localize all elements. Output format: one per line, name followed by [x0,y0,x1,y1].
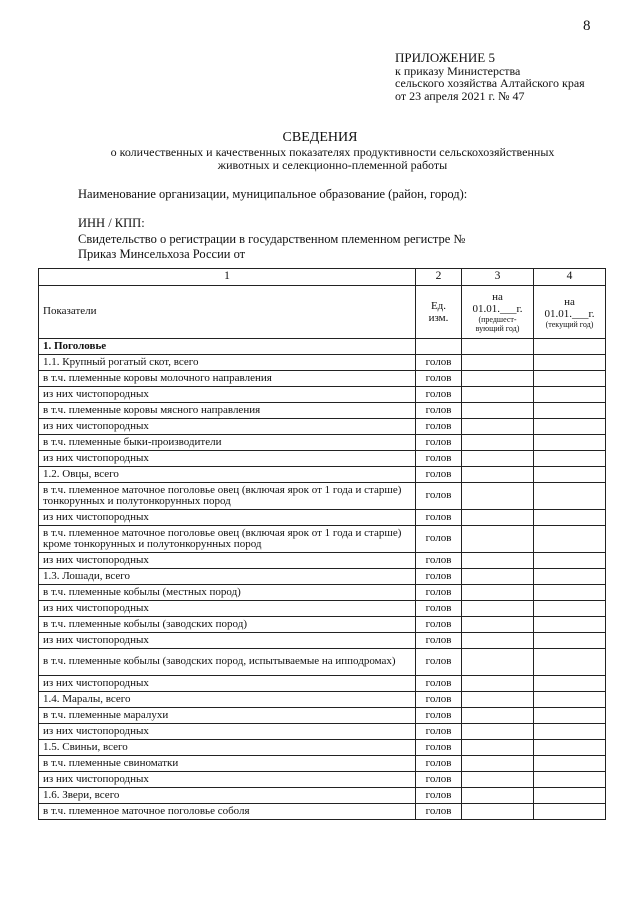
current-year-value-cell[interactable] [534,756,606,772]
previous-year-value-cell[interactable] [462,387,534,403]
previous-year-value-cell[interactable] [462,483,534,510]
current-year-value-cell[interactable] [534,740,606,756]
document-title: СВЕДЕНИЯ [282,130,358,145]
indicator-label: в т.ч. племенные кобылы (заводских пород) [39,617,416,633]
table-row [39,788,606,804]
table-row [39,676,606,692]
unit-cell: голов [416,724,462,740]
indicator-label: 1.4. Маралы, всего [39,692,416,708]
current-year-value-cell[interactable] [534,585,606,601]
current-year-value-cell[interactable] [534,419,606,435]
unit-cell: голов [416,617,462,633]
empty-cell [462,339,534,355]
indicator-label: в т.ч. племенные коровы молочного направления [39,371,416,387]
unit-cell: голов [416,467,462,483]
table-row [39,355,606,371]
unit-cell: голов [416,435,462,451]
unit-cell: голов [416,756,462,772]
header-indicator: Показатели [39,286,416,339]
unit-cell: голов [416,526,462,553]
empty-cell [534,339,606,355]
previous-year-value-cell[interactable] [462,649,534,676]
header-unit-line: Ед. [430,300,447,312]
table-row [39,724,606,740]
unit-cell: голов [416,510,462,526]
current-year-value-cell[interactable] [534,617,606,633]
previous-year-value-cell[interactable] [462,355,534,371]
inn-kpp-field: ИНН / КПП: [78,216,145,230]
appendix-title: ПРИЛОЖЕНИЕ 5 [395,50,495,65]
table-row [39,510,606,526]
current-year-value-cell[interactable] [534,601,606,617]
current-year-value-cell[interactable] [534,804,606,820]
indicators-table [38,268,606,820]
current-year-value-cell[interactable] [534,526,606,553]
header-date-line: 01.01.___г. [472,303,523,315]
previous-year-value-cell[interactable] [462,553,534,569]
current-year-value-cell[interactable] [534,371,606,387]
table-row [39,403,606,419]
previous-year-value-cell[interactable] [462,676,534,692]
previous-year-value-cell[interactable] [462,451,534,467]
table-row [39,371,606,387]
previous-year-value-cell[interactable] [462,617,534,633]
unit-cell: голов [416,451,462,467]
unit-cell: голов [416,649,462,676]
previous-year-value-cell[interactable] [462,708,534,724]
current-year-value-cell[interactable] [534,649,606,676]
current-year-value-cell[interactable] [534,510,606,526]
unit-cell: голов [416,569,462,585]
unit-cell: голов [416,483,462,510]
previous-year-value-cell[interactable] [462,756,534,772]
header-note: (предшест- [478,315,517,324]
unit-cell: голов [416,387,462,403]
unit-cell: голов [416,601,462,617]
indicator-label: в т.ч. племенные кобылы (заводских пород, испытываемые на ипподромах) [39,649,416,676]
unit-cell: голов [416,371,462,387]
table-row [39,585,606,601]
current-year-value-cell[interactable] [534,569,606,585]
previous-year-value-cell[interactable] [462,740,534,756]
current-year-value-cell[interactable] [534,483,606,510]
indicator-label: из них чистопородных [39,451,416,467]
table-row [39,483,606,510]
table-row [39,451,606,467]
table-row [39,419,606,435]
empty-cell [416,339,462,355]
table-row [39,649,606,676]
current-year-value-cell[interactable] [534,788,606,804]
current-year-value-cell[interactable] [534,355,606,371]
table-row [39,772,606,788]
previous-year-value-cell[interactable] [462,692,534,708]
indicator-label: в т.ч. племенные кобылы (местных пород) [39,585,416,601]
unit-cell: голов [416,585,462,601]
indicator-label: из них чистопородных [39,633,416,649]
indicator-label: в т.ч. племенные маралухи [39,708,416,724]
subtitle-line: о количественных и качественных показателях продуктивности сельскохозяйственных [110,145,555,159]
unit-cell: голов [416,692,462,708]
table-row [39,633,606,649]
unit-cell: голов [416,788,462,804]
previous-year-value-cell[interactable] [462,419,534,435]
previous-year-value-cell[interactable] [462,772,534,788]
table-row [39,569,606,585]
previous-year-value-cell[interactable] [462,788,534,804]
table-row [39,804,606,820]
header-unit-line: изм. [428,312,449,324]
appendix-line: от 23 апреля 2021 г. № 47 [395,88,525,103]
unit-cell: голов [416,419,462,435]
current-year-value-cell[interactable] [534,633,606,649]
table-row [39,740,606,756]
certificate-field: Свидетельство о регистрации в государственном племенном регистре № [78,232,466,246]
unit-cell: голов [416,355,462,371]
unit-cell: голов [416,403,462,419]
column-number: 2 [416,269,462,286]
section-title: 1. Поголовье [39,339,416,355]
indicator-label: из них чистопородных [39,724,416,740]
indicator-label: в т.ч. племенное маточное поголовье овец (включая ярок от 1 года и старше) тонкорунных и полутонкорунных пород [39,483,416,510]
column-number: 1 [39,269,416,286]
header-row [39,286,606,339]
table-row [39,692,606,708]
previous-year-value-cell[interactable] [462,585,534,601]
previous-year-value-cell[interactable] [462,510,534,526]
header-previous-year [462,286,534,339]
previous-year-value-cell[interactable] [462,724,534,740]
unit-cell: голов [416,708,462,724]
current-year-value-cell[interactable] [534,724,606,740]
indicator-label: 1.2. Овцы, всего [39,467,416,483]
document-subtitle [60,146,605,171]
current-year-value-cell[interactable] [534,676,606,692]
unit-cell: голов [416,676,462,692]
page-number: 8 [583,18,591,34]
table-row [39,435,606,451]
current-year-value-cell[interactable] [534,467,606,483]
section-row [39,339,606,355]
table-row [39,526,606,553]
previous-year-value-cell[interactable] [462,526,534,553]
indicator-label: 1.1. Крупный рогатый скот, всего [39,355,416,371]
indicator-label: из них чистопородных [39,676,416,692]
current-year-value-cell[interactable] [534,553,606,569]
header-note: вующий год) [475,324,520,333]
table-row [39,387,606,403]
current-year-value-cell[interactable] [534,403,606,419]
indicator-label: в т.ч. племенное маточное поголовье соболя [39,804,416,820]
column-number-row [39,269,606,286]
indicator-label: 1.5. Свиньи, всего [39,740,416,756]
previous-year-value-cell[interactable] [462,633,534,649]
order-field: Приказ Минсельхоза России от [78,247,246,261]
previous-year-value-cell[interactable] [462,804,534,820]
current-year-value-cell[interactable] [534,451,606,467]
unit-cell: голов [416,633,462,649]
current-year-value-cell[interactable] [534,708,606,724]
previous-year-value-cell[interactable] [462,403,534,419]
header-unit [416,286,462,339]
table-row [39,617,606,633]
appendix-block [395,52,585,102]
current-year-value-cell[interactable] [534,435,606,451]
column-number: 4 [534,269,606,286]
appendix-line: сельского хозяйства Алтайского края [395,76,585,90]
table-row [39,553,606,569]
unit-cell: голов [416,740,462,756]
header-note: (текущий год) [545,319,594,329]
unit-cell: голов [416,553,462,569]
previous-year-value-cell[interactable] [462,371,534,387]
header-current-year [534,286,606,339]
column-number: 3 [462,269,534,286]
table-row [39,708,606,724]
previous-year-value-cell[interactable] [462,435,534,451]
table-row [39,601,606,617]
org-name-field: Наименование организации, муниципальное образование (район, город): [78,187,468,201]
header-date-line: на [492,291,503,303]
indicator-label: в т.ч. племенное маточное поголовье овец (включая ярок от 1 года и старше) кроме тонкорунных и полутонкорунных пород [39,526,416,553]
previous-year-value-cell[interactable] [462,569,534,585]
indicator-label: в т.ч. племенные свиноматки [39,756,416,772]
header-date-line: на [564,295,575,308]
indicator-label: из них чистопородных [39,419,416,435]
indicator-label: из них чистопородных [39,510,416,526]
unit-cell: голов [416,772,462,788]
header-date-line: 01.01.___г. [544,307,595,320]
current-year-value-cell[interactable] [534,387,606,403]
table-row [39,756,606,772]
previous-year-value-cell[interactable] [462,601,534,617]
indicator-label: из них чистопородных [39,772,416,788]
indicator-label: 1.3. Лошади, всего [39,569,416,585]
indicator-label: в т.ч. племенные коровы мясного направления [39,403,416,419]
unit-cell: голов [416,804,462,820]
current-year-value-cell[interactable] [534,772,606,788]
previous-year-value-cell[interactable] [462,467,534,483]
subtitle-line: животных и селекционно-племенной работы [217,157,448,172]
indicator-label: 1.6. Звери, всего [39,788,416,804]
appendix-line: к приказу Министерства [395,63,521,78]
indicator-label: из них чистопородных [39,553,416,569]
table-row [39,467,606,483]
current-year-value-cell[interactable] [534,692,606,708]
indicator-label: из них чистопородных [39,387,416,403]
indicator-label: из них чистопородных [39,601,416,617]
indicator-label: в т.ч. племенные быки-производители [39,435,416,451]
